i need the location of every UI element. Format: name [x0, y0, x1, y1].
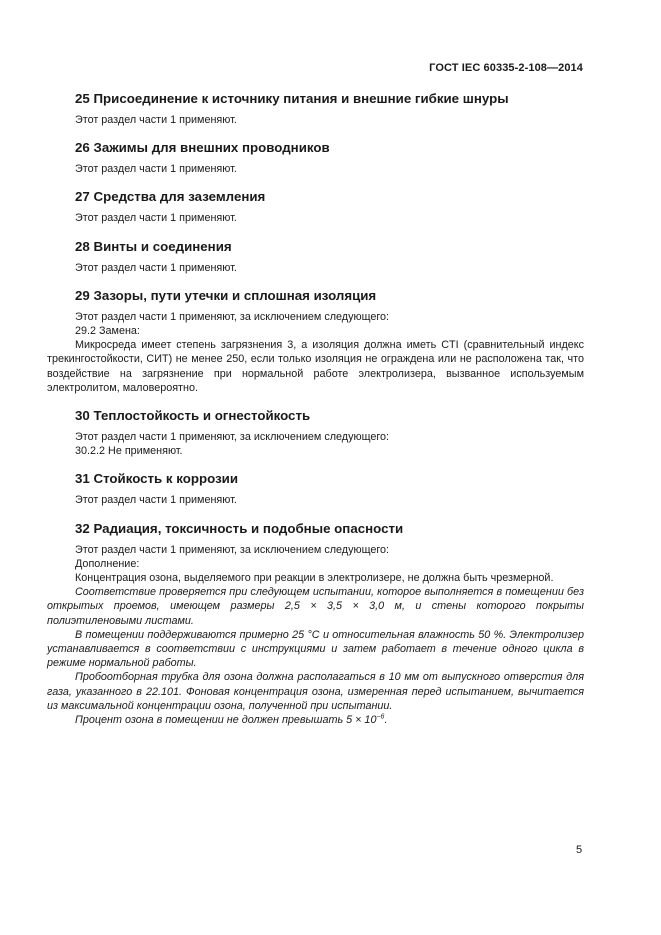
section-30 — [47, 407, 584, 458]
section-text: Этот раздел части 1 применяют, за исключением следующего: — [75, 310, 390, 323]
section-title: 26 Зажимы для внешних проводников — [75, 140, 330, 156]
sentence-end: . — [384, 714, 388, 727]
section-paragraph: В помещении поддерживаются примерно 25 °C и относительная влажность 50 %. Электролизер устанавливается в соответствии с инструкциями и затем работает в течение одного цикла в режиме нормальной работы. — [47, 628, 584, 670]
section-32 — [47, 520, 584, 728]
section-paragraph — [47, 713, 584, 727]
section-paragraph: Пробоотборная трубка для озона должна располагаться в 10 мм от выпускного отверстия для газа, указанного в 22.101. Фоновая концентрация озона, измеренная перед испытанием, вычитается из максимальной концентрации озона, полученной при испытании. — [47, 671, 584, 712]
section-31 — [47, 470, 584, 507]
section-27 — [47, 188, 584, 225]
page-number: 5 — [576, 844, 583, 856]
section-paragraph: Соответствие проверяется при следующем испытании, которое выполняется в помещении без открытых проемов, имеющем размеры 2,5 × 3,5 × 3,0 м, и стены которого покрыты полиэтиленовыми листами. — [47, 586, 584, 627]
section-text: Этот раздел части 1 применяют, за исключением следующего: — [75, 431, 390, 444]
section-title: 31 Стойкость к коррозии — [75, 471, 239, 487]
section-text: Дополнение: — [75, 557, 140, 570]
section-paragraph: Микросреда имеет степень загрязнения 3, а изоляция должна иметь CTI (сравнительный индекс трекингостойкости, СИТ) не менее 250, если только изоляция не ограждена или не расположена так, что воздействие на загрязнение при нормальной работе электролизера, вызванное используемым электролитом, маловероятно. — [47, 339, 584, 394]
section-text: Этот раздел части 1 применяют. — [75, 163, 237, 176]
section-title: 29 Зазоры, пути утечки и сплошная изоляция — [75, 287, 377, 303]
section-title: 27 Средства для заземления — [75, 189, 266, 205]
exponent: −6 — [376, 713, 385, 721]
section-title: 30 Теплостойкость и огнестойкость — [75, 408, 311, 424]
section-text: 30.2.2 Не применяют. — [75, 445, 183, 458]
section-title: 32 Радиация, токсичность и подобные опасности — [75, 520, 404, 536]
section-text: Этот раздел части 1 применяют. — [75, 114, 237, 126]
section-text: Этот раздел части 1 применяют. — [75, 494, 237, 507]
section-title: 28 Винты и соединения — [75, 238, 232, 254]
section-text: Этот раздел части 1 применяют. — [75, 212, 237, 225]
section-25 — [47, 90, 584, 127]
section-title: 25 Присоединение к источнику питания и внешние гибкие шнуры — [75, 91, 509, 106]
section-text: 29.2 Замена: — [75, 325, 140, 338]
document-body — [47, 90, 584, 739]
section-text: Этот раздел части 1 применяют. — [75, 261, 237, 274]
document-id-header: ГОСТ IEC 60335-2-108—2014 — [429, 62, 583, 74]
section-28 — [47, 238, 584, 275]
section-text: Этот раздел части 1 применяют, за исключением следующего: — [75, 543, 390, 556]
section-29 — [47, 287, 584, 395]
ozone-limit-text: Процент озона в помещении не должен превышать 5 × 10 — [75, 714, 377, 727]
section-26 — [47, 139, 584, 176]
section-paragraph: Концентрация озона, выделяемого при реакции в электролизере, не должна быть чрезмерной. — [75, 572, 554, 585]
